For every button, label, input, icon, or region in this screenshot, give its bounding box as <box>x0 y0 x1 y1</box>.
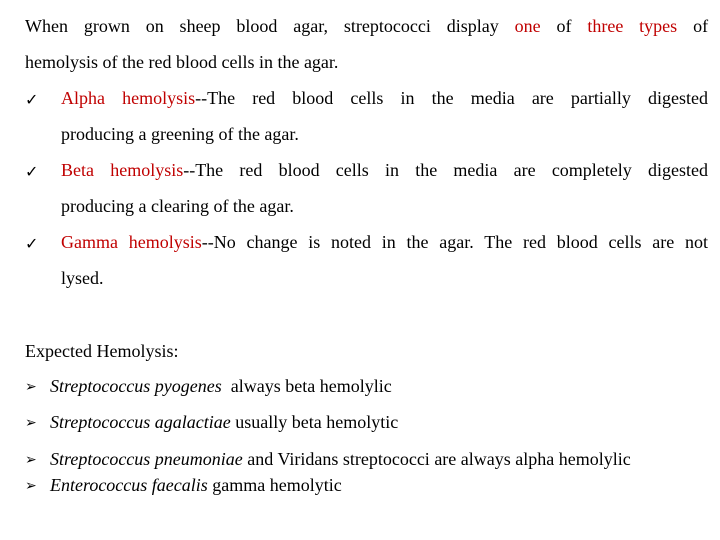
bullet-pyogenes <box>50 376 392 397</box>
bullet-agalactiae <box>50 412 398 433</box>
item-beta-continuation: producing a clearing of the agar. <box>61 196 294 216</box>
intro-line-2: hemolysis of the red blood cells in the agar. <box>25 52 339 72</box>
item-alpha <box>61 88 708 109</box>
intro-text-of: of <box>556 16 572 36</box>
item-beta <box>61 160 708 181</box>
intro-text: When grown on sheep blood agar, streptococci display <box>25 16 499 36</box>
bullet-pneumoniae <box>50 449 631 470</box>
intro-highlight-three-types: three types <box>587 16 678 36</box>
arrow-bullet-icon: ➢ <box>25 452 37 468</box>
intro-line-1 <box>25 16 708 37</box>
item-gamma <box>61 232 708 253</box>
item-term: Gamma hemolysis <box>61 232 202 252</box>
item-description: --The red blood cells in the media are completely digested <box>183 160 708 180</box>
intro-highlight-one: one <box>514 16 541 36</box>
bullet-text: usually beta hemolytic <box>230 412 399 432</box>
item-description: --The red blood cells in the media are partially digested <box>195 88 708 108</box>
item-description: --No change is noted in the agar. The red blood cells are not <box>201 232 708 252</box>
item-term: Beta hemolysis <box>61 160 184 180</box>
bullet-text: gamma hemolytic <box>207 475 342 495</box>
check-icon: ✓ <box>25 90 39 109</box>
check-icon: ✓ <box>25 234 39 253</box>
organism-name: Streptococcus pneumoniae <box>50 449 243 469</box>
arrow-bullet-icon: ➢ <box>25 415 37 431</box>
organism-name: Streptococcus agalactiae <box>50 412 231 432</box>
expected-heading: Expected Hemolysis: <box>25 341 179 361</box>
item-alpha-continuation: producing a greening of the agar. <box>61 124 299 144</box>
item-term: Alpha hemolysis <box>61 88 196 108</box>
organism-name: Streptococcus pyogenes <box>50 376 222 396</box>
bullet-faecalis <box>50 475 342 496</box>
check-icon: ✓ <box>25 162 39 181</box>
arrow-bullet-icon: ➢ <box>25 478 37 494</box>
bullet-text: always beta hemolylic <box>221 376 392 396</box>
bullet-text: and Viridans streptococci are always alpha hemolylic <box>242 449 631 469</box>
organism-name: Enterococcus faecalis <box>50 475 208 495</box>
intro-text-end: of <box>693 16 709 36</box>
arrow-bullet-icon: ➢ <box>25 379 37 395</box>
item-gamma-continuation: lysed. <box>61 268 104 288</box>
